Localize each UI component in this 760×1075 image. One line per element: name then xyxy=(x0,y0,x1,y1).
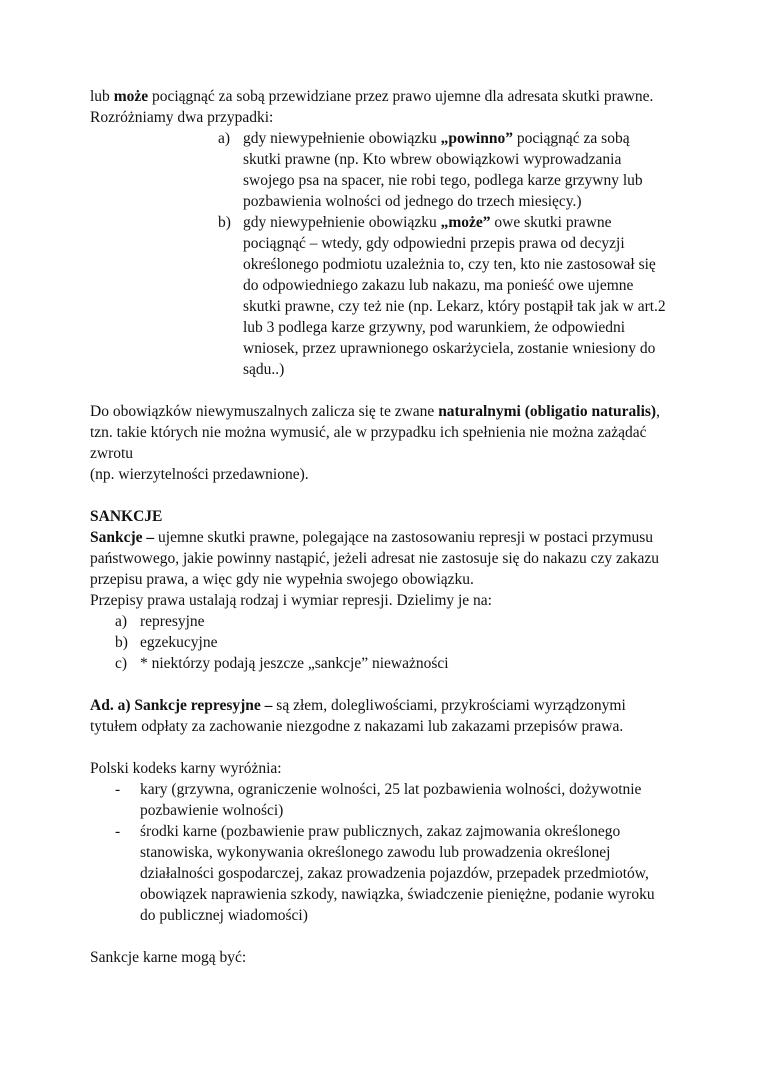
list-marker: c) xyxy=(115,655,128,672)
list-marker: b) xyxy=(218,214,231,231)
list-item-text xyxy=(140,653,668,674)
text-run: pociągnąć za sobą przewidziane przez prawo ujemne dla adresata skutki prawne. xyxy=(148,88,654,105)
bold-text: Ad. a) Sankcje represyjne – xyxy=(90,697,273,714)
paragraph-ad-a xyxy=(90,695,668,737)
text-run: Sankcje karne mogą być: xyxy=(90,949,247,966)
text-run: , tzn. takie których nie można wymusić, ale w przypadku ich spełnienia nie można zażądać zwrotu xyxy=(90,403,660,462)
bold-text: „powinno” xyxy=(440,130,513,147)
bold-text: może xyxy=(113,88,149,105)
text-run: represyjne xyxy=(140,613,205,630)
list-marker: - xyxy=(115,823,121,840)
section-heading-sankcje xyxy=(90,506,668,527)
bold-text: SANKCJE xyxy=(90,508,163,525)
list-item-text xyxy=(140,821,668,926)
paragraph-sankcje-definition xyxy=(90,527,668,590)
bold-text: Sankcje – xyxy=(90,529,155,546)
list-item-egzekucyjne xyxy=(90,632,668,653)
text-run: gdy niewypełnienie obowiązku xyxy=(243,130,441,147)
list-item-kary xyxy=(90,779,668,821)
blank-line xyxy=(90,926,668,947)
list-marker: - xyxy=(115,781,121,798)
text-run: lub xyxy=(90,88,114,105)
text-run: Polski kodeks karny wyróżnia: xyxy=(90,760,282,777)
paragraph-repression-lead xyxy=(90,590,668,611)
bold-text: „może” xyxy=(440,214,491,231)
text-run: (np. wierzytelności przedawnione). xyxy=(90,466,309,483)
list-marker: a) xyxy=(218,130,231,147)
text-run: pociągnąć za sobą skutki prawne (np. Kto wbrew obowiązkowi wyprowadzania swojego psa na spacer, nie robi tego, podlega karze grzywny lub pozbawienia wolności od jednego do trzech miesięcy.) xyxy=(243,130,643,210)
text-run: Do obowiązków niewymuszalnych zalicza się te zwane xyxy=(90,403,439,420)
blank-line xyxy=(90,674,668,695)
blank-line xyxy=(90,737,668,758)
list-item-text xyxy=(140,632,668,653)
list-item-case-b xyxy=(90,212,668,380)
list-item-srodki-karne xyxy=(90,821,668,926)
paragraph-obligatio-example xyxy=(90,464,668,485)
text-run: Przepisy prawa ustalają rodzaj i wymiar represji. Dzielimy je na: xyxy=(90,592,492,609)
text-run: owe skutki prawne pociągnąć – wtedy, gdy odpowiedni przepis prawa od decyzji określonego podmiotu uzależnia to, czy ten, kto nie zastosował się do odpowiedniego zakazu lub nakazu, ma ponieść owe ujemne skutki prawne, czy też nie (np. Lekarz, który postąpił tak jak w art.2 lub 3 podlega karze grzywny, pod warunkiem, że odpowiedni wniosek, przez uprawnionego oskarżyciela, zostanie wniesiony do sądu..) xyxy=(243,214,666,378)
list-item-case-a xyxy=(90,128,668,212)
bold-text: naturalnymi (obligatio naturalis) xyxy=(438,403,657,420)
blank-line xyxy=(90,380,668,401)
text-run: Rozróżniamy dwa przypadki: xyxy=(90,109,274,126)
list-item-text xyxy=(140,779,668,821)
list-item-text xyxy=(140,611,668,632)
list-item-text xyxy=(243,212,668,380)
paragraph-obligatio xyxy=(90,401,668,464)
blank-line xyxy=(90,485,668,506)
paragraph-sankcje-karne-lead xyxy=(90,947,668,968)
list-item-represyjne xyxy=(90,611,668,632)
list-item-niewaznosci xyxy=(90,653,668,674)
text-run: * niektórzy podają jeszcze „sankcje” nieważności xyxy=(140,655,449,672)
text-run: kary (grzywna, ograniczenie wolności, 25 lat pozbawienia wolności, dożywotnie pozbawienie wolności) xyxy=(140,781,642,819)
text-run: są złem, dolegliwościami, przykrościami wyrządzonymi tytułem odpłaty za zachowanie niezgodne z nakazami lub zakazami przepisów prawa. xyxy=(90,697,626,735)
text-run: ujemne skutki prawne, polegające na zastosowaniu represji w postaci przymusu państwowego, jakie powinny nastąpić, jeżeli adresat nie zastosuje się do nakazu czy zakazu przepisu prawa, a więc gdy nie wypełnia swojego obowiązku. xyxy=(90,529,659,588)
document-content xyxy=(90,86,668,968)
paragraph-cases-lead xyxy=(90,107,668,128)
paragraph-kodeks-lead xyxy=(90,758,668,779)
list-item-text xyxy=(243,128,668,212)
list-marker: b) xyxy=(115,634,128,651)
text-run: gdy niewypełnienie obowiązku xyxy=(243,214,441,231)
text-run: środki karne (pozbawienie praw publicznych, zakaz zajmowania określonego stanowiska, wykonywania określonego zawodu lub prowadzenia określonej działalności gospodarczej, zakaz prowadzenia pojazdów, przepadek przedmiotów, obowiązek naprawienia szkody, nawiązka, świadczenie pieniężne, podanie wyroku do publicznej wiadomości) xyxy=(140,823,655,924)
paragraph-intro xyxy=(90,86,668,107)
text-run: egzekucyjne xyxy=(140,634,218,651)
list-marker: a) xyxy=(115,613,128,630)
